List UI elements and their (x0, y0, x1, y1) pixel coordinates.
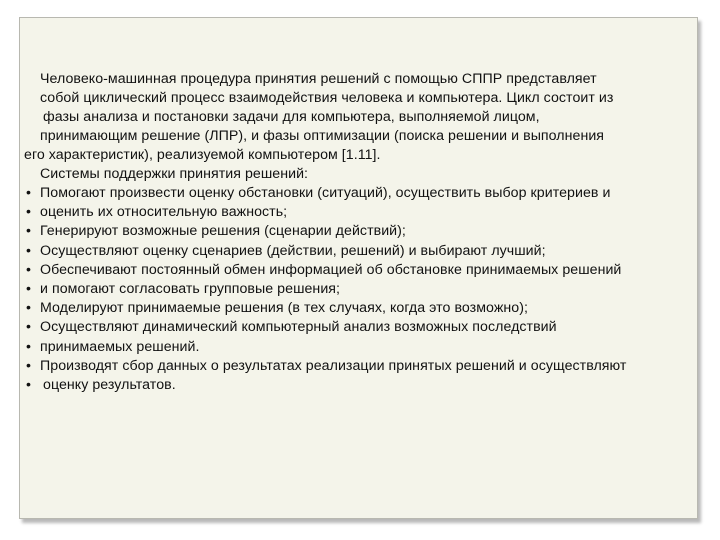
bullet-marker: • (26, 281, 32, 297)
paragraph-line: принимающим решение (ЛПР), и фазы оптимизации (поиска решении и выполнения (40, 128, 605, 144)
list-heading: Системы поддержки принятия решений: (40, 166, 309, 182)
paragraph-line: собой циклический процесс взаимодействия человека и компьютера. Цикл состоит из (40, 90, 614, 106)
bullet-marker: • (26, 319, 32, 335)
bullet-marker: • (26, 262, 32, 278)
list-item: оценить их относительную важность; (40, 204, 288, 220)
paragraph-line: Человеко-машинная процедура принятия решений с помощью СППР представляет (40, 71, 597, 87)
bullet-marker: • (26, 358, 32, 374)
bullet-marker: • (26, 185, 32, 201)
list-item: Обеспечивают постоянный обмен информацией об обстановке принимаемых решений (40, 262, 622, 278)
list-item: Помогают произвести оценку обстановки (ситуаций), осуществить выбор критериев и (40, 185, 611, 201)
bullet-marker: • (26, 223, 32, 239)
list-item: оценку результатов. (43, 377, 176, 393)
list-item: принимаемых решений. (40, 339, 200, 355)
list-item: Генерируют возможные решения (сценарии действий); (40, 223, 406, 239)
paragraph-line: его характеристик), реализуемой компьютером [1.11]. (24, 147, 381, 163)
list-item: Осуществляют динамический компьютерный анализ возможных последствий (40, 319, 557, 335)
list-item: и помогают согласовать групповые решения; (40, 281, 341, 297)
bullet-marker: • (26, 377, 32, 393)
list-item: Осуществляют оценку сценариев (действии, решений) и выбирают лучший; (40, 243, 546, 259)
bullet-marker: • (26, 339, 32, 355)
paragraph-line: фазы анализа и постановки задачи для компьютера, выполняемой лицом, (43, 109, 540, 125)
list-item: Моделируют принимаемые решения (в тех случаях, когда это возможно); (40, 300, 528, 316)
slide-panel (19, 17, 698, 519)
bullet-marker: • (26, 204, 32, 220)
bullet-marker: • (26, 243, 32, 259)
list-item: Производят сбор данных о результатах реализации принятых решений и осуществляют (40, 358, 627, 374)
bullet-marker: • (26, 300, 32, 316)
